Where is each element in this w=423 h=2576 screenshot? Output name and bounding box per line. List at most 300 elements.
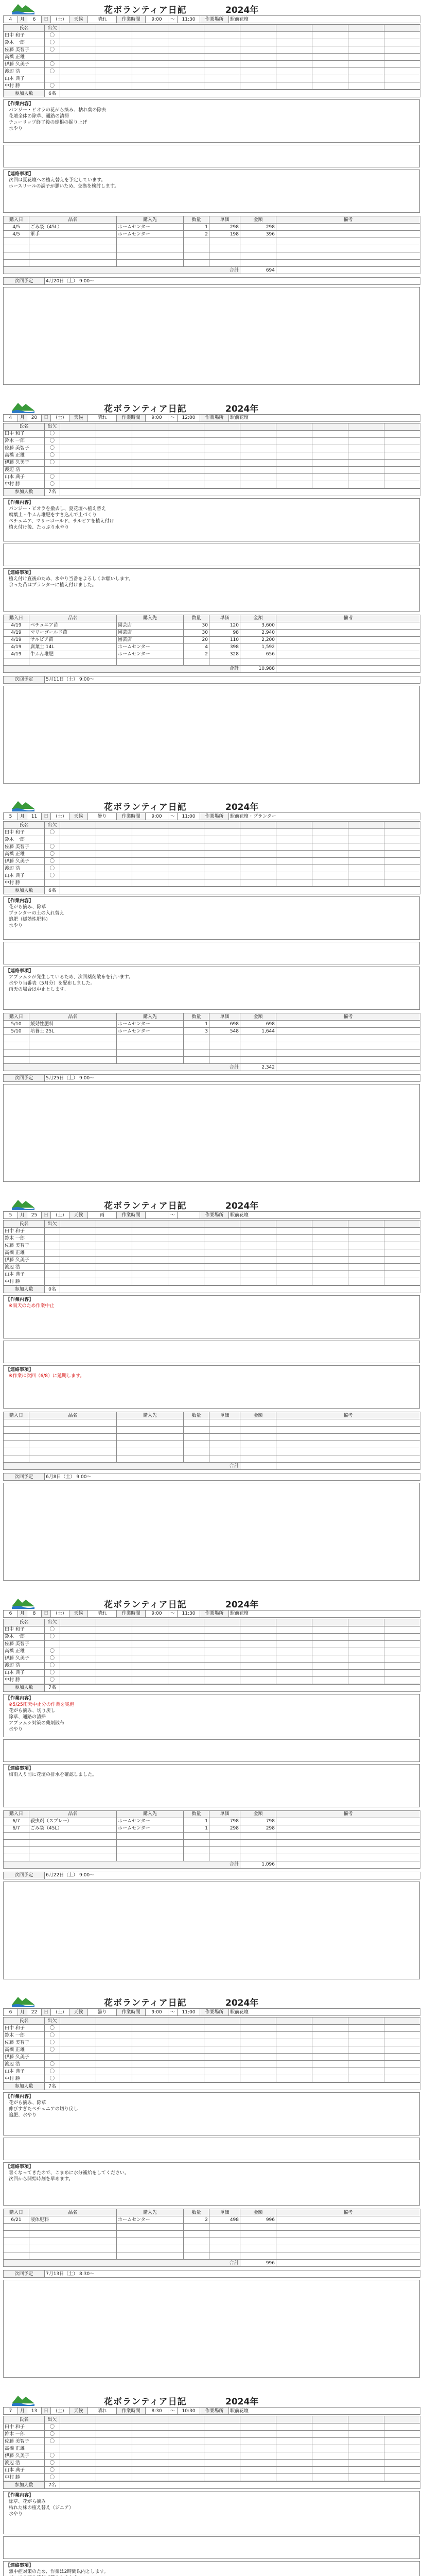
grid-cell xyxy=(348,2061,384,2068)
purchase-price xyxy=(209,1455,240,1463)
participant-row xyxy=(4,836,420,843)
attendance-mark: 〇 xyxy=(45,2075,60,2082)
work-content-line: アブラムシ対策の薬剤散布 xyxy=(9,1720,64,1726)
participant-row xyxy=(4,2068,420,2075)
participant-row xyxy=(4,2075,420,2082)
grid-cell xyxy=(168,39,204,46)
grid-cell xyxy=(96,865,132,872)
grid-cell xyxy=(276,1648,312,1655)
grid-cell xyxy=(204,445,240,452)
grid-cell xyxy=(276,430,312,437)
participant-row xyxy=(4,2424,420,2431)
diary-year: 2024年 xyxy=(225,1599,259,1610)
grid-cell xyxy=(384,1626,420,1633)
purchase-date: 6/21 xyxy=(4,2216,29,2224)
attendance-mark: 〇 xyxy=(45,843,60,851)
grid-cell xyxy=(168,423,204,430)
grid-cell xyxy=(60,1619,96,1626)
grid-cell xyxy=(60,473,96,481)
grid-cell xyxy=(312,1655,348,1662)
purchase-amount xyxy=(240,1839,276,1846)
participant-row xyxy=(4,61,420,68)
member-name: 山本 典子 xyxy=(4,2068,45,2075)
grid-cell xyxy=(384,1257,420,1264)
grid-cell xyxy=(276,2467,312,2474)
grid-cell xyxy=(132,851,168,858)
grid-cell xyxy=(132,459,168,466)
grid-cell xyxy=(204,61,240,68)
grid-cell xyxy=(204,2445,240,2452)
grid-cell xyxy=(312,2416,348,2424)
participant-count-label: 参加人数 xyxy=(4,90,45,97)
grid-cell xyxy=(312,466,348,473)
grid-cell xyxy=(96,82,132,90)
grid-cell xyxy=(132,858,168,865)
grid-cell xyxy=(240,2061,276,2068)
purchase-date xyxy=(4,1057,29,1064)
member-name: 佐藤 美智子 xyxy=(4,843,45,851)
member-name: 田中 和子 xyxy=(4,2025,45,2032)
month-label: 月 xyxy=(18,1212,27,1219)
diary-title: 花ボランティア日記 xyxy=(104,1201,187,1212)
next-schedule-label: 次回予定 xyxy=(4,1872,45,1879)
month-value: 4 xyxy=(4,16,18,23)
notes-label: 【連絡事項】 xyxy=(6,1367,34,1373)
notes-line: 熱中症対策のため、作業は2時間以内とします。 xyxy=(9,2569,109,2575)
purchase-row xyxy=(4,1049,420,1057)
purchase-row xyxy=(4,252,420,260)
work-time-label: 作業時間 xyxy=(117,414,146,421)
notes-label: 【連絡事項】 xyxy=(6,570,34,575)
grid-cell xyxy=(96,2474,132,2481)
purchase-shop xyxy=(117,2252,184,2260)
grid-cell xyxy=(312,473,348,481)
work-content-line: チューリップ終了後の球根の掘り上げ xyxy=(9,120,87,125)
grid-cell xyxy=(132,1640,168,1648)
grid-cell xyxy=(168,865,204,872)
purchase-date xyxy=(4,245,29,252)
member-name: 中村 勝 xyxy=(4,481,45,488)
entry-header xyxy=(3,1196,420,1211)
participant-count-label: 参加人数 xyxy=(4,887,45,894)
day-value: 22 xyxy=(27,2009,42,2016)
member-name: 高橋 正雄 xyxy=(4,2445,45,2452)
purchase-item xyxy=(29,2238,117,2245)
blank-area xyxy=(3,1341,420,1363)
grid-cell xyxy=(60,1278,96,1285)
grid-cell xyxy=(96,2424,132,2431)
purchase-date xyxy=(4,238,29,245)
grid-cell xyxy=(276,32,312,39)
member-name: 伊藤 久美子 xyxy=(4,1257,45,1264)
grid-cell xyxy=(96,437,132,445)
grid-cell xyxy=(240,2025,276,2032)
grid-cell xyxy=(348,2416,384,2424)
purchase-item: ごみ袋（45L） xyxy=(29,224,117,231)
purchase-header-amount: 金額 xyxy=(240,1412,276,1419)
grid-cell xyxy=(240,445,276,452)
grid-cell xyxy=(240,2424,276,2431)
day-value: 13 xyxy=(27,2408,42,2415)
grid-cell xyxy=(168,473,204,481)
grid-cell xyxy=(240,2075,276,2082)
next-schedule-table xyxy=(3,1473,420,1481)
grid-cell xyxy=(96,843,132,851)
grid-cell xyxy=(60,54,96,61)
purchase-qty: 1 xyxy=(184,224,209,231)
work-content-line: 植え付け後、たっぷり水やり xyxy=(9,524,69,530)
purchase-shop: ホームセンター xyxy=(117,231,184,238)
purchase-total-label: 合計 xyxy=(4,665,240,672)
grid-cell xyxy=(168,68,204,75)
grid-cell xyxy=(204,430,240,437)
grid-cell xyxy=(240,46,276,54)
diary-title: 花ボランティア日記 xyxy=(104,1998,187,2009)
grid-cell xyxy=(204,1235,240,1242)
member-name: 田中 和子 xyxy=(4,430,45,437)
purchase-amount: 396 xyxy=(240,231,276,238)
grid-cell xyxy=(96,2467,132,2474)
notes-line: ホースリールの調子が悪いため、交換を検討します。 xyxy=(9,184,119,189)
notes-line: 暑くなってきたので、こまめに水分補給をしてください。 xyxy=(9,2171,129,2176)
purchase-header-item: 品名 xyxy=(29,216,117,224)
grid-cell xyxy=(204,1257,240,1264)
participants-table xyxy=(3,24,420,90)
purchase-date: 4/19 xyxy=(4,643,29,651)
grid-cell xyxy=(168,829,204,836)
grid-cell xyxy=(348,32,384,39)
grid-cell xyxy=(240,1633,276,1640)
purchase-row xyxy=(4,1818,420,1825)
notes-label: 【連絡事項】 xyxy=(6,1766,34,1771)
grid-cell xyxy=(276,872,312,879)
purchase-shop xyxy=(117,1035,184,1042)
grid-cell xyxy=(168,879,204,887)
grid-cell xyxy=(168,851,204,858)
purchase-date: 4/19 xyxy=(4,636,29,643)
grid-cell xyxy=(60,879,96,887)
participant-row xyxy=(4,1235,420,1242)
start-time-value xyxy=(146,1212,168,1219)
grid-cell xyxy=(312,459,348,466)
memo-area xyxy=(3,1882,420,1979)
blank-area xyxy=(3,2138,420,2160)
purchase-header-date: 購入日 xyxy=(4,1412,29,1419)
participant-row xyxy=(4,473,420,481)
participant-row xyxy=(4,46,420,54)
end-time-value: 11:30 xyxy=(178,1610,200,1617)
grid-cell xyxy=(168,2460,204,2467)
grid-cell xyxy=(60,822,96,829)
notes-box xyxy=(3,1365,420,1409)
purchase-date xyxy=(4,260,29,267)
grid-cell xyxy=(348,1648,384,1655)
place-value: 駅前花壇 xyxy=(229,414,420,421)
grid-cell xyxy=(60,865,96,872)
purchase-item xyxy=(29,252,117,260)
weather-value: 晴れ xyxy=(88,16,117,23)
grid-cell xyxy=(168,1640,204,1648)
member-name: 高橋 正雄 xyxy=(4,2046,45,2054)
end-time-value xyxy=(178,1212,200,1219)
grid-cell xyxy=(276,46,312,54)
participant-count-row xyxy=(4,90,420,97)
purchase-price xyxy=(209,1049,240,1057)
grid-cell xyxy=(240,32,276,39)
member-name: 高橋 正雄 xyxy=(4,1648,45,1655)
purchase-note xyxy=(276,636,420,643)
attendance-mark: 〇 xyxy=(45,481,60,488)
grid-cell xyxy=(96,2025,132,2032)
grid-cell xyxy=(384,1619,420,1626)
grid-cell xyxy=(312,445,348,452)
grid-cell xyxy=(204,1633,240,1640)
member-name: 山本 典子 xyxy=(4,872,45,879)
purchase-amount: 3,600 xyxy=(240,622,276,629)
grid-cell xyxy=(276,2460,312,2467)
purchase-price xyxy=(209,1035,240,1042)
purchase-item: 牛ふん堆肥 xyxy=(29,651,117,658)
attendance-mark xyxy=(45,1249,60,1257)
grid-cell xyxy=(348,1278,384,1285)
purchase-note xyxy=(276,1448,420,1455)
participants-table xyxy=(3,1619,420,1684)
grid-cell xyxy=(348,1257,384,1264)
participants-header-row xyxy=(4,1221,420,1228)
month-value: 5 xyxy=(4,813,18,820)
purchase-amount: 698 xyxy=(240,1021,276,1028)
grid-cell xyxy=(168,61,204,68)
work-content-label: 【作業内容】 xyxy=(6,2094,34,2100)
grid-cell xyxy=(132,1626,168,1633)
notes-box xyxy=(3,967,420,1010)
purchase-shop: ホームセンター xyxy=(117,1825,184,1832)
purchase-shop xyxy=(117,1854,184,1861)
grid-cell xyxy=(276,466,312,473)
grid-cell xyxy=(240,1228,276,1235)
purchase-note xyxy=(276,2216,420,2224)
purchase-amount xyxy=(240,238,276,245)
grid-cell xyxy=(204,879,240,887)
purchase-date xyxy=(4,1049,29,1057)
weather-value: 晴れ xyxy=(88,414,117,421)
purchase-price: 798 xyxy=(209,1818,240,1825)
purchase-qty xyxy=(184,1035,209,1042)
attendance-mark xyxy=(45,879,60,887)
participant-row xyxy=(4,39,420,46)
attendance-header: 出欠 xyxy=(45,822,60,829)
purchase-row xyxy=(4,1042,420,1049)
grid-cell xyxy=(204,865,240,872)
blank-area xyxy=(3,942,420,964)
purchase-total-value: 694 xyxy=(240,267,276,274)
grid-cell xyxy=(348,858,384,865)
participants-header-row xyxy=(4,423,420,430)
purchase-shop xyxy=(117,1839,184,1846)
purchase-total-value: 1,096 xyxy=(240,1861,276,1868)
grid-cell xyxy=(276,1662,312,1669)
purchase-header-note: 備考 xyxy=(276,1013,420,1021)
grid-cell xyxy=(204,54,240,61)
member-name: 佐藤 美智子 xyxy=(4,1640,45,1648)
diary-entry xyxy=(0,0,423,399)
grid-cell xyxy=(240,1676,276,1684)
purchase-shop xyxy=(117,252,184,260)
grid-cell xyxy=(204,1278,240,1285)
grid-cell xyxy=(312,2445,348,2452)
purchase-qty: 3 xyxy=(184,1028,209,1035)
grid-cell xyxy=(348,2018,384,2025)
grid-cell xyxy=(96,1264,132,1271)
grid-cell xyxy=(132,1257,168,1264)
purchase-amount xyxy=(240,2231,276,2238)
grid-cell xyxy=(348,46,384,54)
grid-cell xyxy=(348,1242,384,1249)
grid-cell xyxy=(168,481,204,488)
attendance-mark: 〇 xyxy=(45,829,60,836)
grid-cell xyxy=(312,430,348,437)
date-weather-table xyxy=(3,1610,420,1618)
grid-cell xyxy=(240,1655,276,1662)
purchase-shop xyxy=(117,1441,184,1448)
grid-cell xyxy=(240,82,276,90)
place-value: 駅前花壇 xyxy=(229,1610,420,1617)
grid-cell xyxy=(276,452,312,459)
participant-count-table xyxy=(3,2082,420,2090)
grid-cell xyxy=(276,1861,420,1868)
work-content-label: 【作業内容】 xyxy=(6,899,34,904)
participant-count-value: 6名 xyxy=(45,887,60,894)
grid-cell xyxy=(276,1619,312,1626)
grid-cell xyxy=(312,423,348,430)
grid-cell xyxy=(240,879,276,887)
purchase-row xyxy=(4,1455,420,1463)
purchase-item: ペチュニア苗 xyxy=(29,622,117,629)
grid-cell xyxy=(276,1249,312,1257)
grid-cell xyxy=(132,822,168,829)
participant-row xyxy=(4,54,420,61)
grid-cell xyxy=(312,1669,348,1676)
grid-cell xyxy=(348,2452,384,2460)
purchase-header-amount: 金額 xyxy=(240,2209,276,2216)
purchase-price xyxy=(209,1434,240,1441)
purchase-date xyxy=(4,1427,29,1434)
grid-cell xyxy=(312,2046,348,2054)
work-time-label: 作業時間 xyxy=(117,1212,146,1219)
grid-cell xyxy=(96,858,132,865)
grid-cell xyxy=(240,1221,276,1228)
grid-cell xyxy=(96,2445,132,2452)
grid-cell xyxy=(168,2032,204,2039)
grid-cell xyxy=(96,2018,132,2025)
purchase-amount xyxy=(240,1448,276,1455)
grid-cell xyxy=(312,872,348,879)
purchase-header-price: 単価 xyxy=(209,1810,240,1818)
purchase-price xyxy=(209,1846,240,1854)
purchase-qty xyxy=(184,260,209,267)
time-tilde: 〜 xyxy=(168,1610,178,1617)
grid-cell xyxy=(168,1655,204,1662)
purchase-header-note: 備考 xyxy=(276,216,420,224)
grid-cell xyxy=(132,46,168,54)
grid-cell xyxy=(60,2083,420,2090)
grid-cell xyxy=(312,54,348,61)
grid-cell xyxy=(60,2018,96,2025)
member-name: 鈴木 一郎 xyxy=(4,836,45,843)
date-weather-table xyxy=(3,2008,420,2016)
grid-cell xyxy=(384,1633,420,1640)
purchase-row xyxy=(4,2224,420,2231)
month-label: 月 xyxy=(18,1610,27,1617)
grid-cell xyxy=(60,466,96,473)
purchase-header-qty: 数量 xyxy=(184,1412,209,1419)
purchase-price: 398 xyxy=(209,643,240,651)
purchase-total-label: 合計 xyxy=(4,267,240,274)
purchase-row xyxy=(4,1839,420,1846)
weather-value: 曇り xyxy=(88,813,117,820)
grid-cell xyxy=(132,481,168,488)
purchase-date xyxy=(4,1042,29,1049)
member-name: 鈴木 一郎 xyxy=(4,1235,45,1242)
grid-cell xyxy=(312,2061,348,2068)
next-schedule-row xyxy=(4,1473,420,1481)
participant-count-value: 7名 xyxy=(45,2482,60,2489)
grid-cell xyxy=(132,1228,168,1235)
member-name: 渡辺 浩 xyxy=(4,1662,45,1669)
weekday-value: (土) xyxy=(51,813,69,820)
purchase-date xyxy=(4,1448,29,1455)
grid-cell xyxy=(60,1648,96,1655)
grid-cell xyxy=(204,437,240,445)
grid-cell xyxy=(60,1221,96,1228)
purchase-item xyxy=(29,2252,117,2260)
member-name: 中村 勝 xyxy=(4,82,45,90)
blank-area xyxy=(3,1739,420,1762)
grid-cell xyxy=(204,1221,240,1228)
grid-cell xyxy=(132,54,168,61)
grid-cell xyxy=(312,68,348,75)
purchase-shop xyxy=(117,658,184,665)
grid-cell xyxy=(60,481,96,488)
weather-label: 天候 xyxy=(69,2408,88,2415)
attendance-header: 出欠 xyxy=(45,423,60,430)
purchase-amount: 1,592 xyxy=(240,643,276,651)
place-label: 作業場所 xyxy=(200,2408,229,2415)
grid-cell xyxy=(60,32,96,39)
member-name: 佐藤 美智子 xyxy=(4,2438,45,2445)
grid-cell xyxy=(96,1633,132,1640)
purchase-date xyxy=(4,2231,29,2238)
month-label: 月 xyxy=(18,2009,27,2016)
blank-area xyxy=(3,145,420,167)
entry-header xyxy=(3,1595,420,1610)
participants-table xyxy=(3,2416,420,2481)
next-schedule-table xyxy=(3,1074,420,1082)
work-content-line: 除草、花がら摘み xyxy=(9,2499,46,2505)
grid-cell xyxy=(240,872,276,879)
grid-cell xyxy=(384,851,420,858)
member-name: 田中 和子 xyxy=(4,1626,45,1633)
end-time-value: 11:00 xyxy=(178,2009,200,2016)
grid-cell xyxy=(276,481,312,488)
grid-cell xyxy=(312,46,348,54)
grid-cell xyxy=(204,473,240,481)
purchase-note xyxy=(276,629,420,636)
member-name: 山本 典子 xyxy=(4,75,45,82)
weather-label: 天候 xyxy=(69,1610,88,1617)
purchase-note xyxy=(276,1441,420,1448)
purchase-date xyxy=(4,1832,29,1839)
